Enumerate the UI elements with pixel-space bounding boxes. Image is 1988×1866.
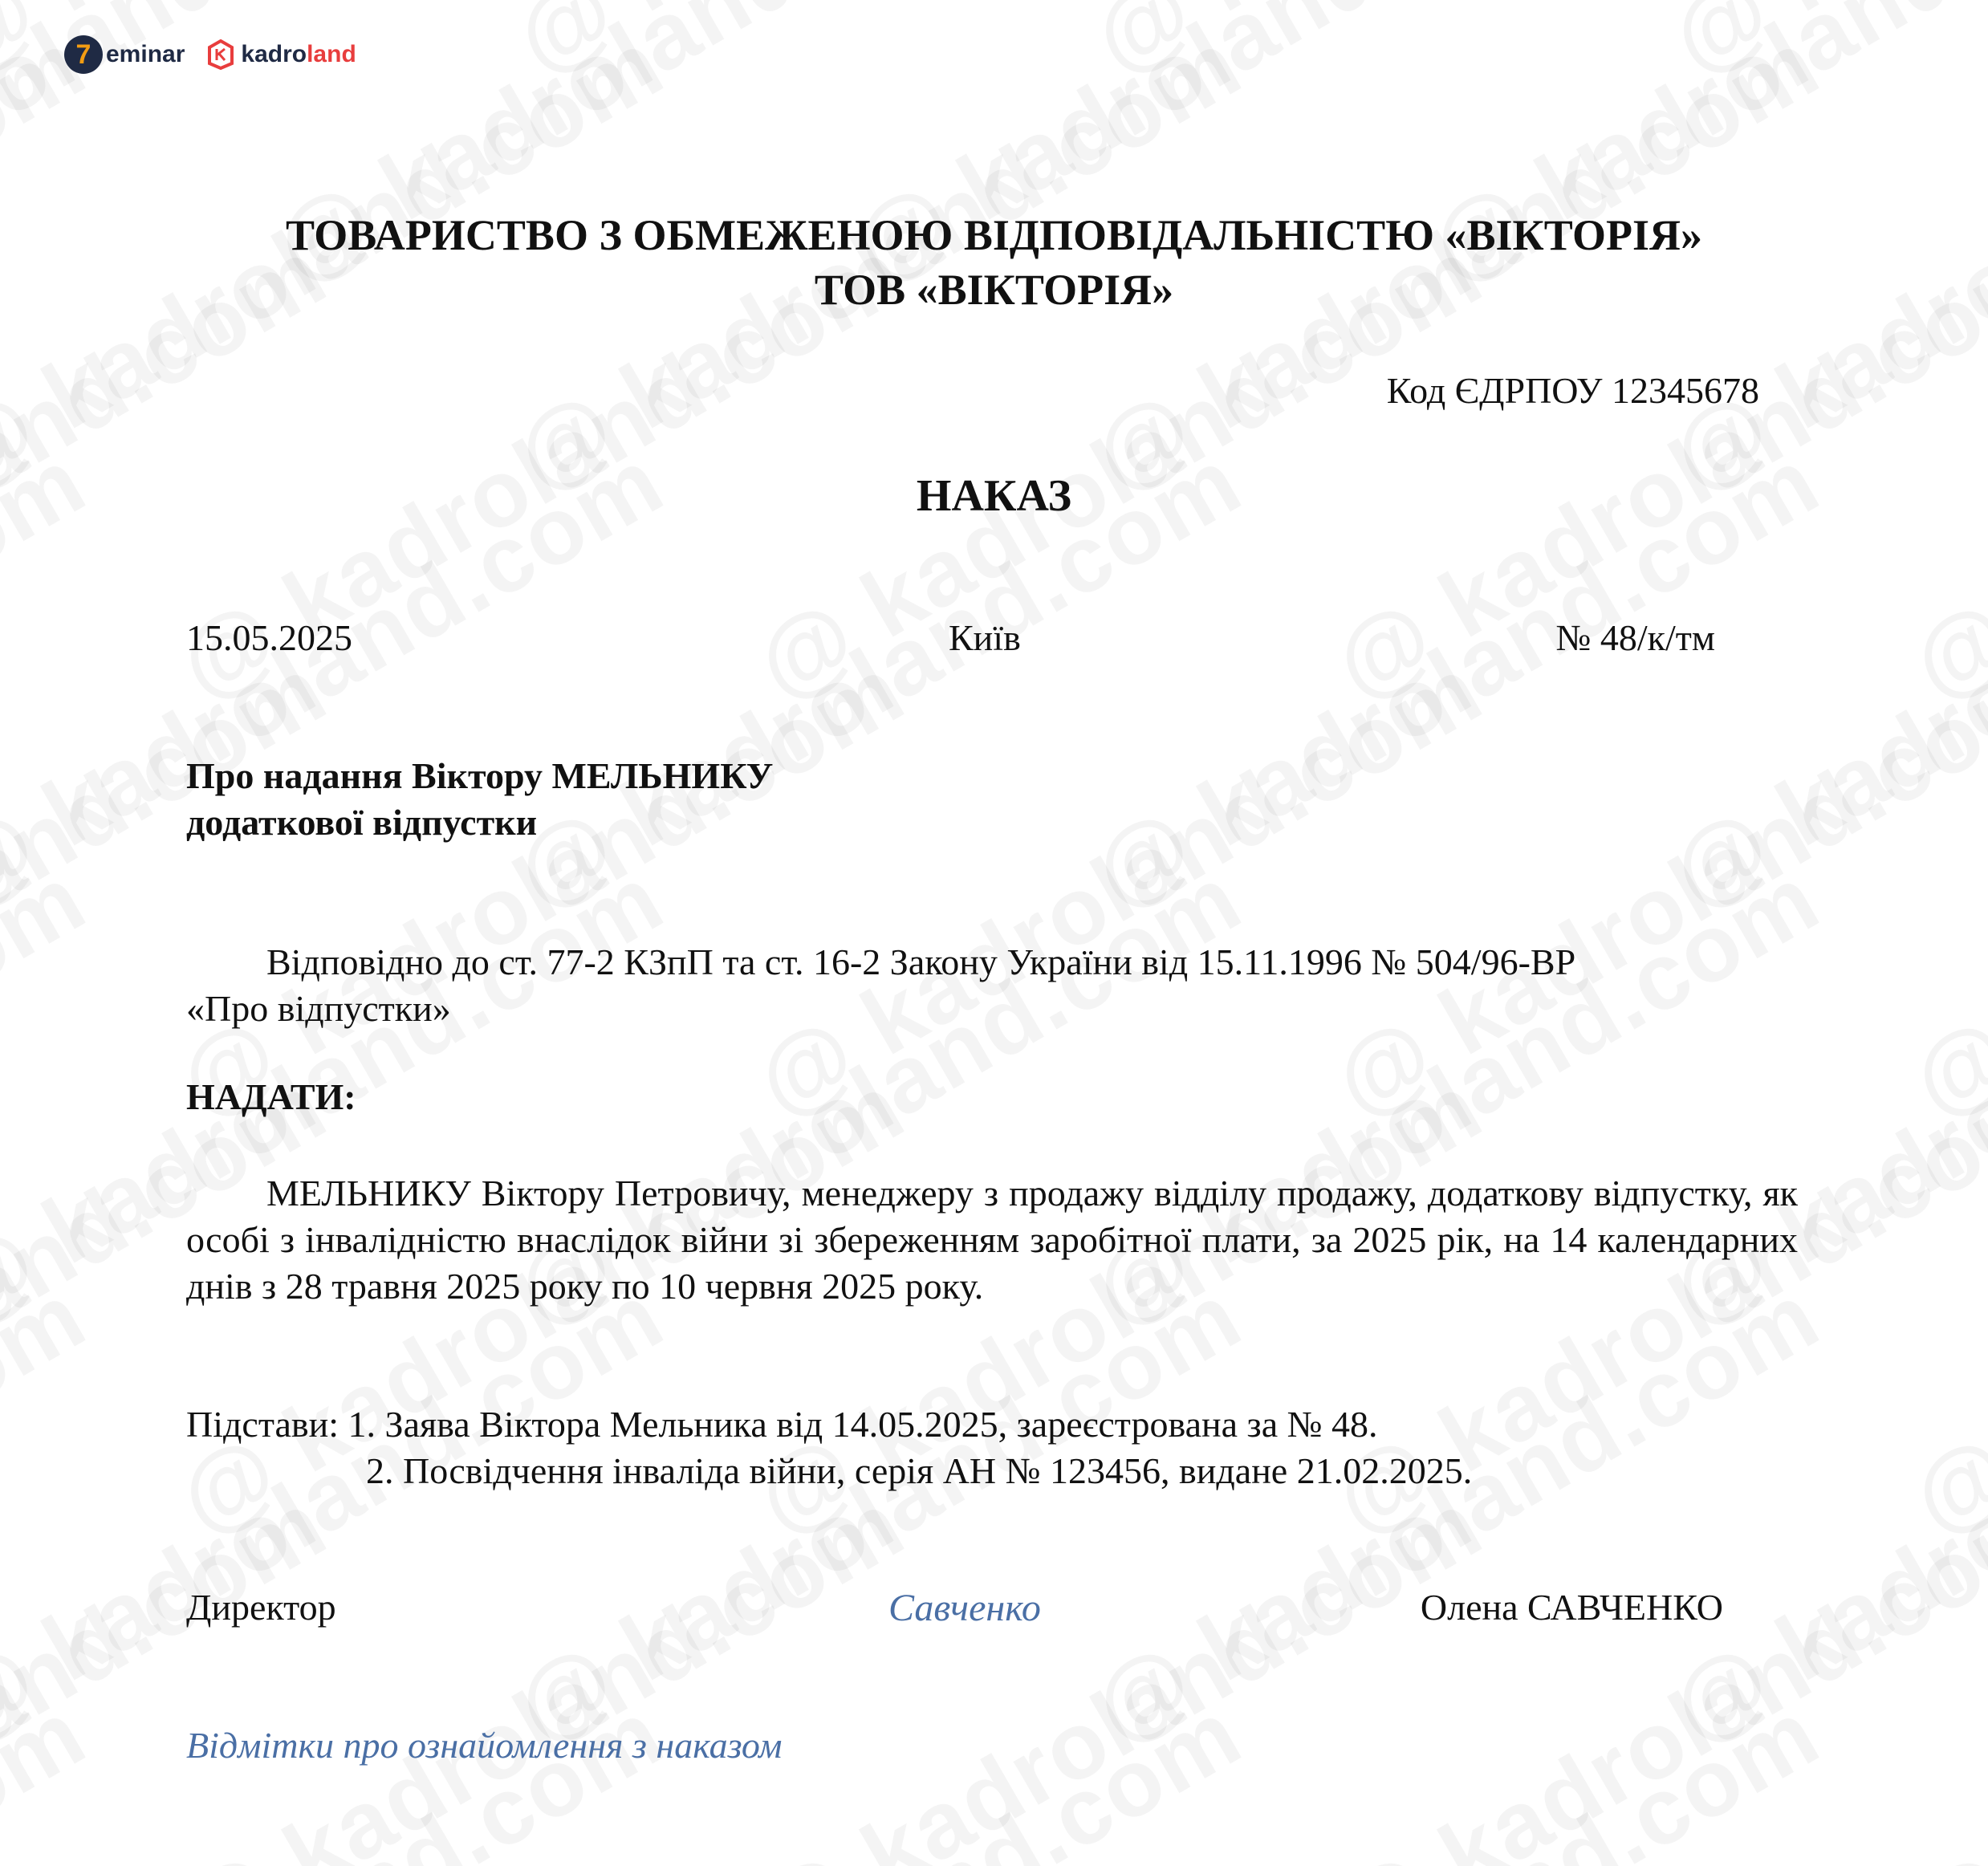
preamble-line-2: «Про відпустки» <box>186 988 451 1029</box>
kadroland-logo <box>207 39 356 70</box>
document-type-title: НАКАЗ <box>916 471 1072 521</box>
subject-line-1: Про надання Віктору МЕЛЬНИКУ <box>186 755 774 796</box>
document-subject <box>186 753 773 846</box>
grounds <box>186 1401 1472 1494</box>
document-date: 15.05.2025 <box>186 617 352 658</box>
grounds-line-1: Підстави: 1. Заява Віктора Мельника від 14.05.2025, зареєстрована за № 48. <box>186 1404 1378 1445</box>
organization-full-name: ТОВАРИСТВО З ОБМЕЖЕНОЮ ВІДПОВІДАЛЬНІСТЮ «ВІКТОРІЯ» <box>286 211 1702 259</box>
organization-short-name: ТОВ «ВІКТОРІЯ» <box>814 266 1174 314</box>
signatory-position: Директор <box>186 1587 336 1628</box>
subject-line-2: додаткової відпустки <box>186 802 538 843</box>
handwritten-signature: Савченко <box>888 1587 1041 1629</box>
kadroland-text-part2: land <box>307 41 356 67</box>
order-keyword: НАДАТИ: <box>186 1076 356 1117</box>
grounds-line-2: 2. Посвідчення інваліда війни, серія АН № 123456, видане 21.02.2025. <box>366 1450 1473 1491</box>
preamble <box>186 939 1799 1032</box>
acquaintance-note: Відмітки про ознайомлення з наказом <box>186 1725 783 1766</box>
seminar-logo <box>64 35 185 74</box>
edrpou-code: Код ЄДРПОУ 12345678 <box>1386 370 1759 411</box>
kadroland-text-part1: kadro <box>241 41 307 67</box>
order-body: МЕЛЬНИКУ Віктору Петровичу, менеджеру з продажу відділу продажу, додаткову відпустку, як особі з інвалідністю внаслідок війни зі збереженням заробітної плати, за 2025 рік, на 14 календарних днів з 28 травня 2025 року по 10 червня 2025 року. <box>186 1173 1798 1307</box>
seminar-badge-icon: 7 <box>64 35 103 74</box>
document-number: № 48/к/тм <box>1555 617 1715 658</box>
signatory-name: Олена САВЧЕНКО <box>1420 1587 1723 1628</box>
document-city: Київ <box>949 617 1021 658</box>
preamble-line-1: Відповідно до ст. 77-2 КЗпП та ст. 16-2 Закону України від 15.11.1996 № 504/96-ВР <box>266 941 1576 982</box>
kadroland-icon <box>207 39 234 70</box>
seminar-logo-text: eminar <box>106 41 185 67</box>
brand-logos <box>64 35 356 74</box>
